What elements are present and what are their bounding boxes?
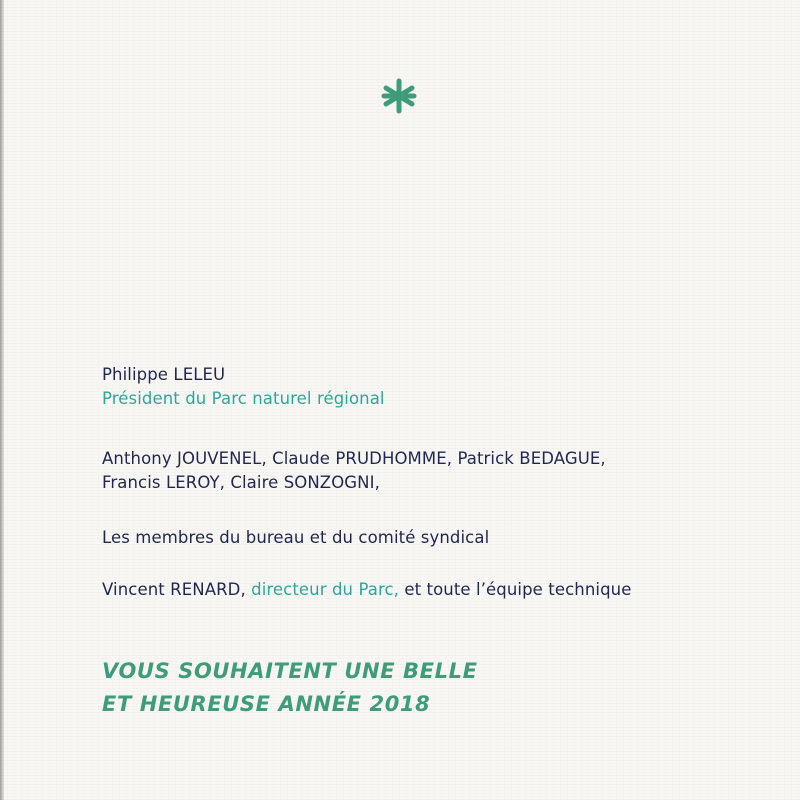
vice-presidents-line-1: Anthony JOUVENEL, Claude PRUDHOMME, Patrick BEDAGUE, (102, 449, 606, 468)
bureau-text: Les membres du bureau et du comité syndical (102, 528, 490, 547)
director-line (102, 578, 631, 602)
bureau-block (102, 526, 489, 550)
president-name: Philippe LELEU (102, 365, 226, 384)
president-block (102, 363, 385, 411)
director-block (102, 578, 631, 602)
greeting-line-1: VOUS SOUHAITENT UNE BELLE (102, 659, 478, 683)
vice-presidents-block (102, 447, 606, 495)
greeting-line-2: ET HEUREUSE ANNÉE 2018 (102, 692, 431, 716)
president-title: Président du Parc naturel régional (102, 389, 385, 408)
greeting-heading (102, 655, 478, 721)
vice-presidents-line-2: Francis LEROY, Claire SONZOGNI, (102, 473, 380, 492)
director-name: Vincent RENARD, (102, 580, 246, 599)
asterisk-star-icon (380, 77, 418, 115)
director-title: directeur du Parc, (251, 580, 399, 599)
card-left-edge (0, 0, 4, 800)
director-rest: et toute l’équipe technique (404, 580, 632, 599)
